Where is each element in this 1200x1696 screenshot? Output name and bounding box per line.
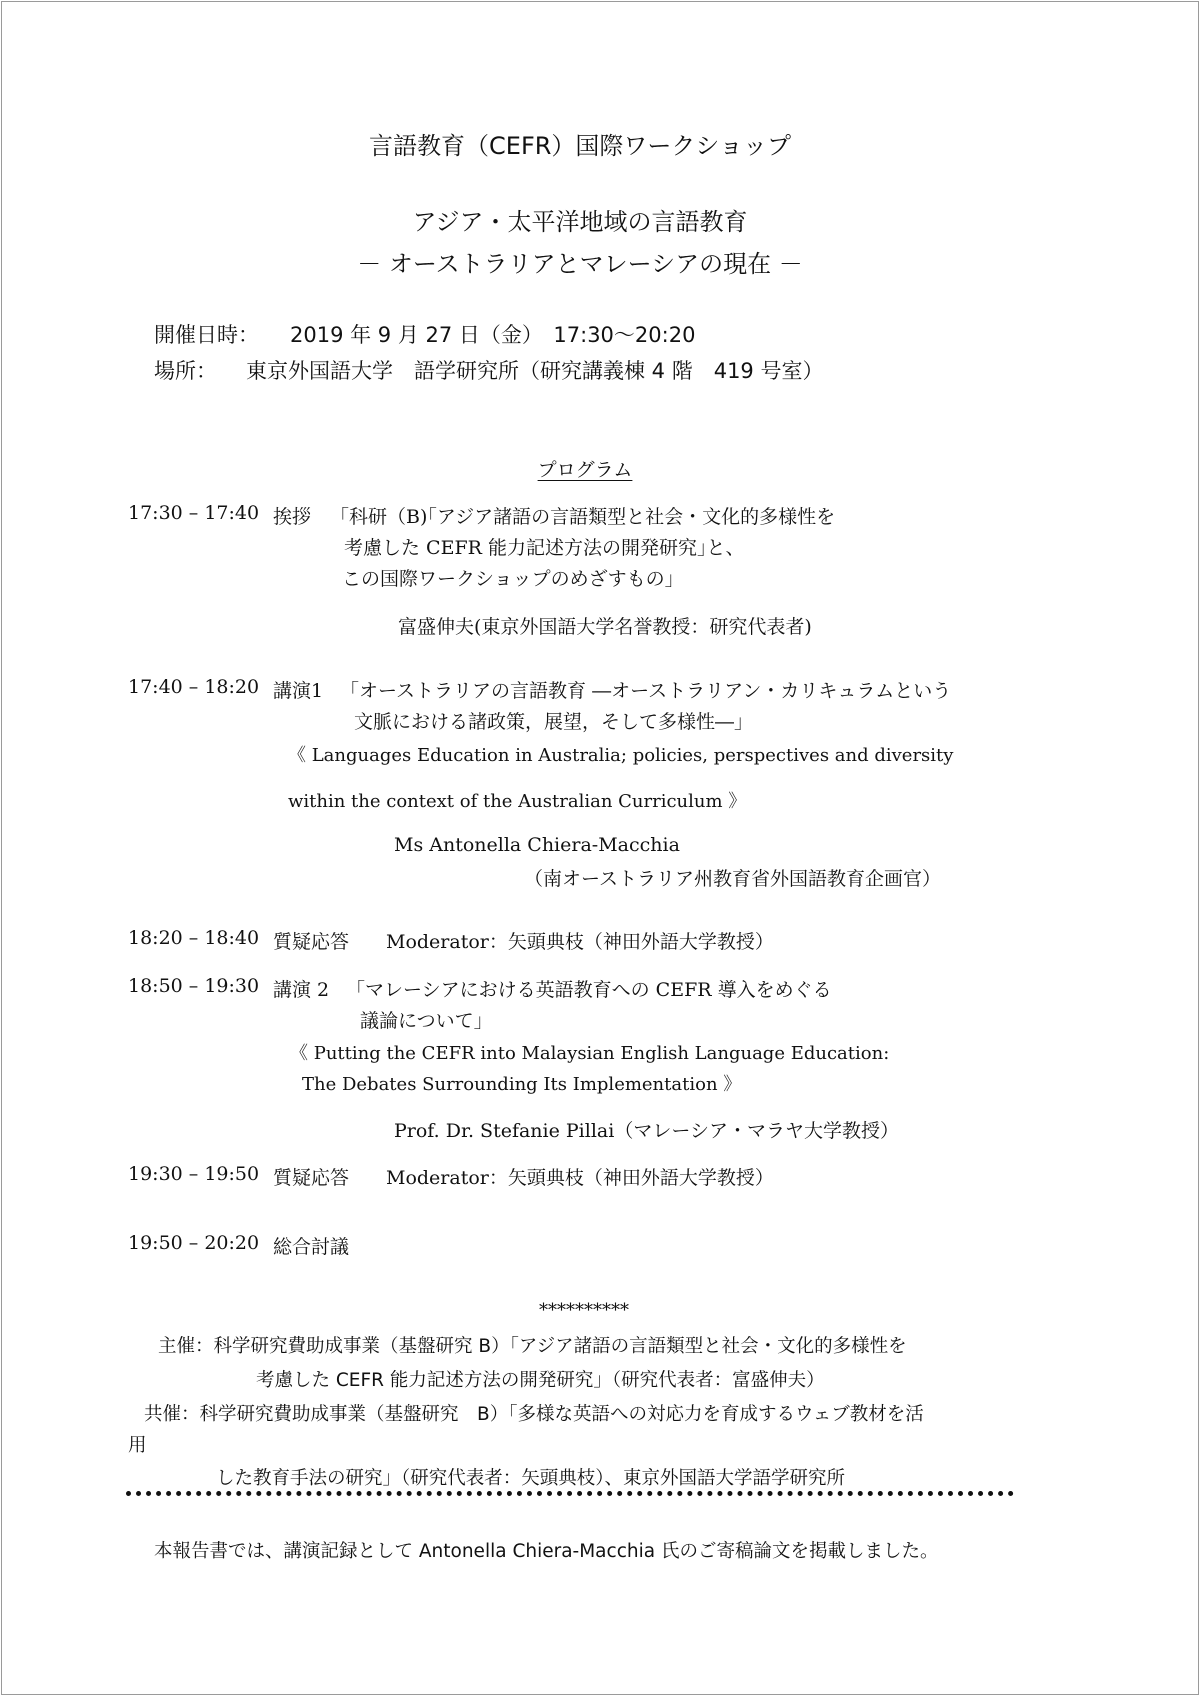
- host-line2: 考慮した CEFR 能力記述方法の開発研究｣（研究代表者：富盛伸夫）: [256, 1370, 825, 1391]
- session6-label: 総合討議: [273, 1236, 350, 1258]
- session1-title-line2: 考慮した CEFR 能力記述方法の開発研究｣と、: [344, 537, 745, 559]
- date-value: 2019 年 9 月 27 日（金） 17:30～20:20: [290, 323, 696, 347]
- session4-english-line2: The Debates Surrounding Its Implementation 》: [302, 1074, 742, 1095]
- session4-english-line1: 《 Putting the CEFR into Malaysian English Language Education:: [290, 1043, 890, 1064]
- dotted-divider: [126, 1491, 1014, 1496]
- cohost-line1: 共催：科学研究費助成事業（基盤研究 B）｢多様な英語への対応力を育成するウェブ教材を活: [144, 1404, 924, 1425]
- host-line1: 主催：科学研究費助成事業（基盤研究 B）｢アジア諸語の言語類型と社会・文化的多様性を: [158, 1336, 907, 1357]
- session5-time: 19:30 – 19:50: [128, 1163, 260, 1185]
- session4-label: 講演 2: [273, 979, 330, 1001]
- theme-subtitle: － オーストラリアとマレーシアの現在 －: [357, 250, 803, 278]
- session2-affiliation: （南オーストラリア州教育省外国語教育企画官）: [524, 868, 942, 890]
- session5-moderator: Moderator：矢頭典枝（神田外語大学教授）: [386, 1167, 774, 1189]
- theme-title: アジア・太平洋地域の言語教育: [412, 208, 748, 236]
- session2-time: 17:40 – 18:20: [128, 676, 260, 698]
- cohost-line2: した教育手法の研究｣（研究代表者：矢頭典枝）、東京外国語大学語学研究所: [216, 1468, 846, 1489]
- place-value: 東京外国語大学 語学研究所（研究講義棟 4 階 419 号室）: [246, 359, 824, 383]
- session2-english-line2: within the context of the Australian Curriculum 》: [288, 791, 747, 812]
- session4-speaker: Prof. Dr. Stefanie Pillai（マレーシア・マラヤ大学教授）: [394, 1120, 899, 1142]
- session3-moderator: Moderator：矢頭典枝（神田外語大学教授）: [386, 931, 774, 953]
- session4-title-line2: 議論について」: [360, 1010, 493, 1032]
- session2-title-line2: 文脈における諸政策，展望，そして多様性―」: [354, 711, 754, 733]
- session3-time: 18:20 – 18:40: [128, 927, 260, 949]
- session1-label: 挨拶: [273, 506, 312, 528]
- separator-stars: **********: [539, 1300, 629, 1321]
- cohost-line1-wrap: 用: [128, 1435, 147, 1456]
- session1-speaker: 富盛伸夫(東京外国語大学名誉教授：研究代表者): [398, 616, 812, 638]
- session2-speaker: Ms Antonella Chiera-Macchia: [394, 834, 680, 856]
- session2-title-line1: 「オーストラリアの言語教育 ―オーストラリアン・カリキュラムという: [340, 680, 952, 702]
- session1-time: 17:30 – 17:40: [128, 502, 260, 524]
- session1-title-line1: 「科研（B)｢アジア諸語の言語類型と社会・文化的多様性を: [330, 506, 836, 528]
- session4-time: 18:50 – 19:30: [128, 975, 260, 997]
- session1-title-line3: この国際ワークショップのめざすもの」: [342, 568, 684, 590]
- session3-label: 質疑応答: [273, 931, 350, 953]
- report-note: 本報告書では、講演記録として Antonella Chiera-Macchia 氏のご寄稿論文を掲載しました。: [154, 1541, 939, 1562]
- workshop-title: 言語教育（CEFR）国際ワークショップ: [369, 132, 791, 160]
- program-heading: プログラム: [537, 459, 633, 481]
- session2-label: 講演1: [273, 680, 324, 702]
- session2-english-line1: 《 Languages Education in Australia; policies, perspectives and diversity: [288, 745, 954, 766]
- session5-label: 質疑応答: [273, 1167, 350, 1189]
- session6-time: 19:50 – 20:20: [128, 1232, 260, 1254]
- place-label: 場所：: [154, 359, 217, 383]
- session4-title-line1: 「マレーシアにおける英語教育への CEFR 導入をめぐる: [346, 979, 832, 1001]
- date-label: 開催日時：: [154, 323, 259, 347]
